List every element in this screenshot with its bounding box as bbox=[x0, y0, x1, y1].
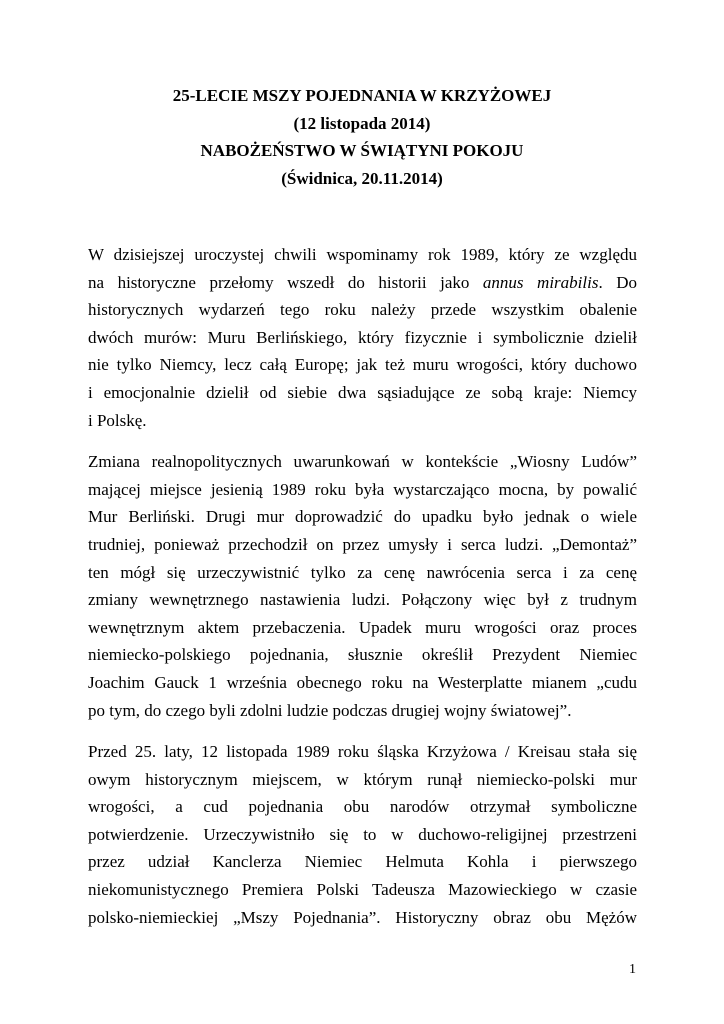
paragraph-line: ten mógł się urzeczywistnić tylko za cenę nawrócenia serca i za cenę bbox=[88, 562, 637, 582]
paragraph-line-tail: . Do bbox=[598, 272, 638, 292]
heading-date: (12 listopada 2014) bbox=[293, 113, 431, 133]
heading-title: 25-LECIE MSZY POJEDNANIA W KRZYŻOWEJ bbox=[172, 86, 552, 105]
paragraph-line: po tym, do czego byli zdolni ludzie podczas drugiej wojny światowej”. bbox=[88, 700, 572, 720]
paragraph-line: niekomunistycznego Premiera Polski Tadeusza Mazowieckiego w czasie bbox=[88, 880, 637, 900]
paragraph-2 bbox=[88, 448, 637, 724]
heading-place-date: (Świdnica, 20.11.2014) bbox=[281, 168, 443, 188]
paragraph-line-text: na historyczne przełomy wszedł do historii jako bbox=[88, 272, 470, 292]
paragraph-line: przez udział Kanclerza Niemiec Helmuta Kohla i pierwszego bbox=[88, 852, 637, 872]
paragraph-line: Zmiana realnopolitycznych uwarunkowań w kontekście „Wiosny Ludów” bbox=[88, 452, 637, 472]
paragraph-line: historycznych wydarzeń tego roku należy przede wszystkim obalenie bbox=[88, 300, 637, 320]
document-body bbox=[88, 241, 637, 945]
paragraph-line: Przed 25. laty, 12 listopada 1989 roku śląska Krzyżowa / Kreisau stała się bbox=[88, 742, 637, 762]
paragraph-line: nie tylko Niemcy, lecz całą Europę; jak też muru wrogości, który duchowo bbox=[88, 355, 637, 375]
paragraph-line: polsko-niemieckiej „Mszy Pojednania”. Historyczny obraz obu Mężów bbox=[88, 907, 637, 927]
paragraph-line: potwierdzenie. Urzeczywistniło się to w duchowo-religijnej przestrzeni bbox=[88, 824, 637, 844]
paragraph-line: wewnętrznym aktem przebaczenia. Upadek muru wrogości oraz proces bbox=[88, 617, 637, 637]
paragraph-line bbox=[88, 269, 637, 297]
paragraph-line: zmiany wewnętrznego nastawienia ludzi. Połączony więc był z trudnym bbox=[88, 590, 637, 610]
paragraph-line: i Polskę. bbox=[88, 410, 147, 430]
page-number: 1 bbox=[629, 962, 636, 977]
paragraph-line: owym historycznym miejscem, w którym runął niemiecko-polski mur bbox=[88, 769, 637, 789]
document-heading bbox=[90, 82, 634, 192]
italic-phrase: annus mirabilis bbox=[482, 272, 599, 292]
paragraph-line: Mur Berliński. Drugi mur doprowadzić do upadku było jednak o wiele bbox=[88, 507, 637, 527]
paragraph-1 bbox=[88, 241, 637, 434]
paragraph-line: Joachim Gauck 1 września obecnego roku na Westerplatte mianem „cudu bbox=[88, 672, 637, 692]
paragraph-3 bbox=[88, 738, 637, 931]
paragraph-line: mającej miejsce jesienią 1989 roku była wystarczająco mocna, by powalić bbox=[88, 479, 637, 499]
paragraph-line: W dzisiejszej uroczystej chwili wspominamy rok 1989, który ze względu bbox=[88, 245, 637, 264]
paragraph-line: niemiecko-polskiego pojednania, słusznie określił Prezydent Niemiec bbox=[88, 645, 637, 665]
heading-subtitle: NABOŻEŃSTWO W ŚWIĄTYNI POKOJU bbox=[200, 141, 524, 160]
paragraph-line: trudniej, ponieważ przechodził on przez umysły i serca ludzi. „Demontaż” bbox=[88, 534, 637, 554]
paragraph-line: i emocjonalnie dzielił od siebie dwa sąsiadujące ze sobą kraje: Niemcy bbox=[88, 382, 637, 402]
paragraph-line: dwóch murów: Muru Berlińskiego, który fizycznie i symbolicznie dzielił bbox=[88, 327, 637, 347]
paragraph-line: wrogości, a cud pojednania obu narodów otrzymał symboliczne bbox=[88, 797, 637, 817]
